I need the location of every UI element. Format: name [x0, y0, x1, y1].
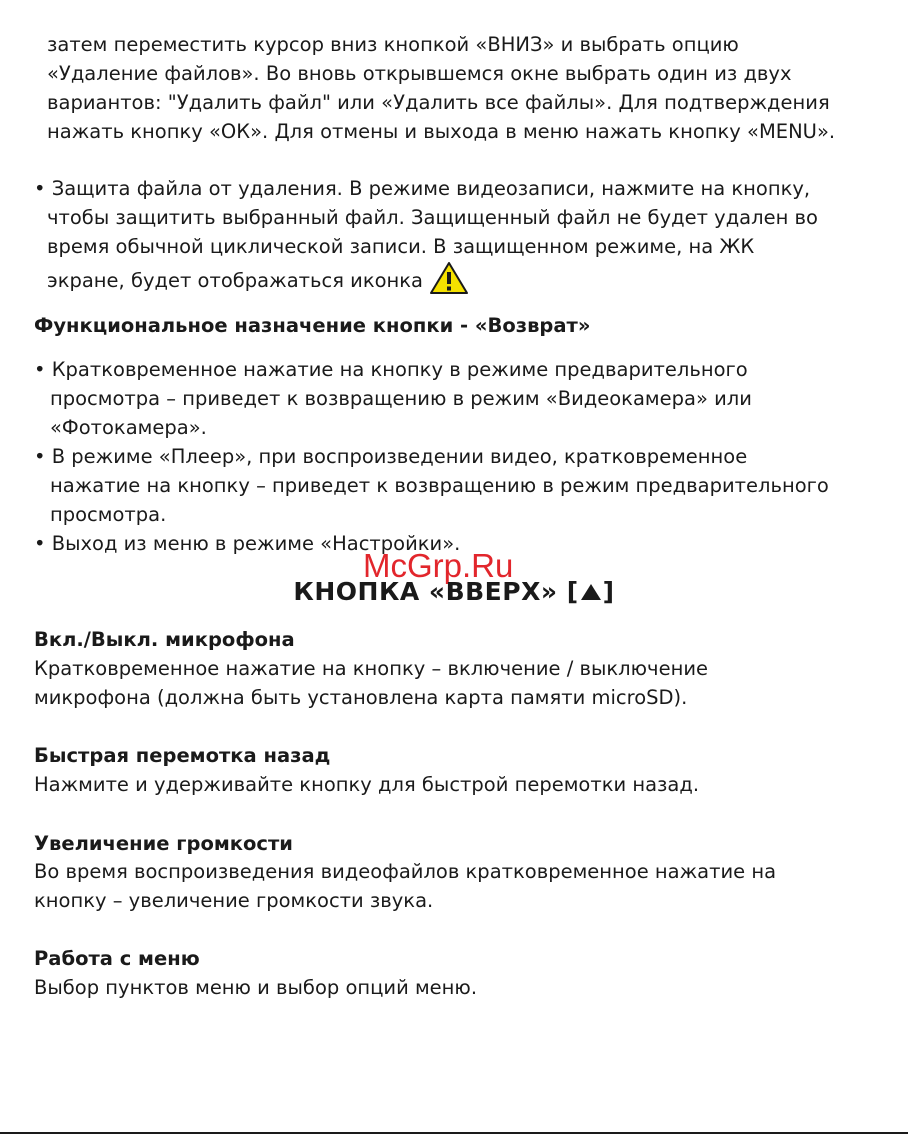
volume-heading: Увеличение громкости — [34, 832, 293, 855]
section-title-text: КНОПКА «ВВЕРХ» [ — [293, 577, 579, 606]
return-line-5: нажатие на кнопку – приведет к возвращению в режим предварительного — [50, 474, 829, 497]
return-line-6: просмотра. — [50, 503, 167, 526]
section-title-close: ] — [602, 577, 615, 606]
bottom-rule — [0, 1132, 908, 1134]
section-title — [0, 574, 908, 612]
protect-line-4 — [47, 261, 469, 303]
watermark: McGrp.Ru — [363, 547, 514, 584]
delete-line-2: «Удаление файлов». Во вновь открывшемся окне выбрать один из двух — [47, 62, 792, 85]
delete-line-3: вариантов: "Удалить файл" или «Удалить все файлы». Для подтверждения — [47, 91, 830, 114]
protect-line-4-text: экране, будет отображаться иконка — [47, 269, 424, 292]
return-line-4: • В режиме «Плеер», при воспроизведении видео, кратковременное — [34, 445, 748, 468]
return-line-7: • Выход из меню в режиме «Настройки». — [34, 532, 461, 555]
volume-line-1: Во время воспроизведения видеофайлов кратковременное нажатие на — [34, 860, 777, 883]
delete-line-4: нажать кнопку «ОК». Для отмены и выхода в меню нажать кнопку «MENU». — [47, 120, 836, 143]
rewind-line-1: Нажмите и удерживайте кнопку для быстрой перемотки назад. — [34, 773, 700, 796]
delete-line-1: затем переместить курсор вниз кнопкой «ВНИЗ» и выбрать опцию — [47, 33, 739, 56]
menu-line-1: Выбор пунктов меню и выбор опций меню. — [34, 976, 478, 999]
volume-line-2: кнопку – увеличение громкости звука. — [34, 889, 434, 912]
warning-icon — [429, 261, 469, 303]
mic-heading: Вкл./Выкл. микрофона — [34, 628, 295, 651]
mic-line-2: микрофона (должна быть установлена карта памяти microSD). — [34, 686, 688, 709]
protect-line-1: • Защита файла от удаления. В режиме видеозаписи, нажмите на кнопку, — [34, 177, 811, 200]
up-arrow-icon — [579, 576, 603, 612]
return-line-2: просмотра – приведет к возвращению в режим «Видеокамера» или — [50, 387, 752, 410]
protect-line-2: чтобы защитить выбранный файл. Защищенный файл не будет удален во — [47, 206, 818, 229]
return-heading: Функциональное назначение кнопки - «Возврат» — [34, 314, 591, 337]
return-line-1: • Кратковременное нажатие на кнопку в режиме предварительного — [34, 358, 748, 381]
return-line-3: «Фотокамера». — [50, 416, 207, 439]
rewind-heading: Быстрая перемотка назад — [34, 744, 331, 767]
menu-heading: Работа с меню — [34, 947, 200, 970]
mic-line-1: Кратковременное нажатие на кнопку – включение / выключение — [34, 657, 708, 680]
protect-line-3: время обычной циклической записи. В защищенном режиме, на ЖК — [47, 235, 755, 258]
